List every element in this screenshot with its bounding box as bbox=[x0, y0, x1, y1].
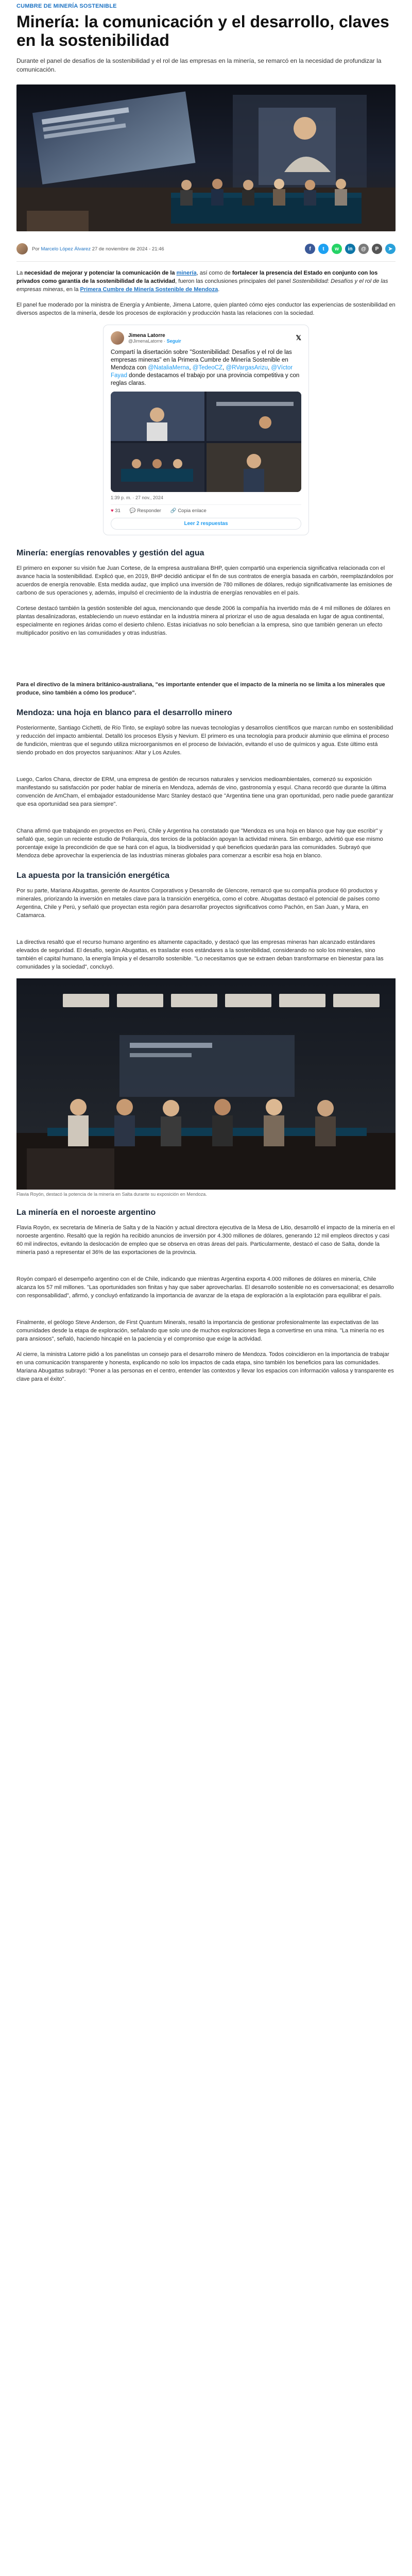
tweet-embed[interactable] bbox=[103, 325, 309, 535]
spacer bbox=[16, 927, 396, 938]
p1-text-e: , fueron las conclusiones principales del panel bbox=[175, 278, 293, 284]
tweet-mention-2[interactable]: @TedeoCZ bbox=[192, 365, 223, 371]
paragraph-14: Al cierre, la ministra Latorre pidió a los panelistas un consejo para el desarrollo minero de Mendoza. Todos coincidieron en la importancia de trabajar en una comunicación transparente y honesta, explicando no solo los impactos de cada etapa, sino también los beneficios para las comunidades. Mariana Abugattas subrayó: "Poner a las personas en el centro, entender las contextos y llevar los espacios con información valiosa y transparente es clave para el éxito". bbox=[16, 1351, 394, 1382]
ad-space bbox=[16, 645, 396, 681]
paragraph-intro bbox=[16, 269, 396, 294]
reply-icon: 💬 bbox=[129, 508, 136, 514]
tweet-mention-3[interactable]: @RVargasArizu bbox=[226, 365, 268, 371]
p1-text-a: La bbox=[16, 270, 25, 276]
tweet-text bbox=[111, 349, 301, 387]
author-avatar bbox=[16, 243, 28, 255]
cumbre-link[interactable]: Primera Cumbre de Minería Sostenible de Mendoza bbox=[80, 286, 218, 293]
twitter-icon[interactable]: t bbox=[318, 244, 329, 254]
tweet-mention-4[interactable]: @Víctor Fayad bbox=[111, 365, 293, 379]
panel-photo bbox=[16, 978, 396, 1190]
paragraph-6: Posteriormente, Santiago Cichetti, de Río Tinto, se explayó sobre las nuevas tecnologías y desarrollos científicos que marcan rumbo en sostenibilidad y reducción del impacto ambiental. Detalló los procesos Elysis y Nevium. El primero es una tecnología para producir aluminio que elimina el proceso de fundición, mientras que el segundo utiliza microorganismos en el proceso de lixiviación, evitando el uso de químicos y agua. Este último está siendo probado en dos proyectos sanjuaninos: Altar y Los Azules. bbox=[16, 725, 393, 756]
paragraph-13: Finalmente, el geólogo Steve Anderson, de First Quantum Minerals, resaltó la importancia de gestionar profesionalmente las expectativas de las comunidades desde la etapa de exploración, señalando que solo uno de muchos exploraciones llega a convertirse en una mina. "La minería no es para ansiosos", señaló, haciendo hincapié en la paciencia y el compromiso que exige la actividad. bbox=[16, 1319, 384, 1342]
print-icon[interactable]: P bbox=[372, 244, 382, 254]
tweet-timestamp[interactable]: 1:39 p. m. · 27 nov., 2024 bbox=[111, 495, 163, 500]
spacer bbox=[16, 1307, 396, 1318]
tweet-like[interactable] bbox=[111, 508, 121, 514]
section-heading-1: Minería: energías renovables y gestión del agua bbox=[16, 549, 204, 557]
tweet-text-e: donde destacamos el trabajo por una provincia competitiva y con reglas claras. bbox=[111, 372, 300, 386]
tweet-header bbox=[111, 331, 301, 345]
share-bar bbox=[305, 244, 396, 254]
paragraph-11: Flavia Royón, ex secretaria de Minería de Salta y de la Nación y actual directora ejecutiva de la Mesa de Litio, desarrolló el impacto de la minería en el noroeste argentino. Resaltó que la región ha recibido anuncios de inversión por 4.300 millones de dólares, generando 12 mil empleos directos y casi 60 mil indirectos, evitando la deslocación de empleo que se observa en otras áreas del país. Particularmente, destacó el caso de Salta, donde la minería pasó a representar el 36% de las exportaciones de la provincia. bbox=[16, 1225, 395, 1256]
tweet-follow-button[interactable]: Seguir bbox=[166, 338, 181, 344]
section-heading-2: Mendoza: una hoja en blanco para el desarrollo minero bbox=[16, 708, 232, 717]
linkedin-icon[interactable]: in bbox=[345, 244, 355, 254]
heart-icon: ♥ bbox=[111, 508, 114, 514]
p1-text-b: necesidad de mejorar y potenciar la comunicación de la bbox=[24, 270, 177, 276]
link-icon: 🔗 bbox=[170, 508, 177, 514]
tweet-text-b: , bbox=[189, 365, 193, 371]
p1-text-d: fortalecer la presencia del Estado en conjunto con los privados como garantía de la sostenibilidad de la actividad bbox=[16, 270, 378, 284]
byline-date: 27 de noviembre de 2024 - 21:46 bbox=[92, 246, 164, 252]
tweet-copy-label: Copia enlace bbox=[178, 508, 207, 514]
divider bbox=[16, 261, 396, 262]
tweet-mention-1[interactable]: @NataliaMerna bbox=[148, 365, 190, 371]
paragraph-3: El primero en exponer su visión fue Juan Cortese, de la empresa australiana BHP, quien compartió una experiencia significativa relacionada con el avance hacia la sostenibilidad. Explicó que, en 2019, BHP decidió anticipar el fin de sus contratos de energía basada en carbón, reemplazándolos por acuerdos de energía renovable. Esta medida audaz, que implicó una inversión de 780 millones de dólares, redujo significativamente las emisiones de carbono de sus operaciones y, además, impulsó el crecimiento de la industria de energías renovables en el país. bbox=[16, 565, 393, 596]
byline-text bbox=[32, 246, 164, 252]
tweet-reply-label: Responder bbox=[137, 508, 161, 514]
facebook-icon[interactable]: f bbox=[305, 244, 315, 254]
tweet-author-name[interactable]: Jimena Latorre bbox=[128, 332, 165, 338]
spacer bbox=[16, 816, 396, 827]
paragraph-5: Para el directivo de la minera británico-australiana, "es importante entender que el impacto de la minería no se limita a los minerales que produce, sino también a cómo los produce". bbox=[16, 682, 385, 696]
section-heading-3: La apuesta por la transición energética bbox=[16, 871, 169, 880]
tweet-read-replies-button[interactable]: Leer 2 respuestas bbox=[111, 518, 301, 530]
tweet-actions bbox=[111, 504, 301, 514]
article-kicker[interactable]: CUMBRE DE MINERÍA SOSTENIBLE bbox=[16, 3, 117, 9]
p1-text-g: , en la bbox=[63, 286, 80, 293]
tweet-avatar[interactable] bbox=[111, 331, 124, 345]
spacer bbox=[16, 764, 396, 775]
tweet-handle-line: @JimenaLatorre · Seguir bbox=[128, 338, 181, 344]
paragraph-4: Cortese destacó también la gestión sostenible del agua, mencionando que desde 2006 la compañía ha invertido más de 4 mil millones de dólares en plantas desalinizadoras, estableciendo un nuevo estándar en la industria minera al priorizar el uso de agua desalada en lugar de agua continental, especialmente en regiones áridas como el desierto chileno. Estas iniciativas no solo benefician a la empresa, sino que también generan un efecto multiplicador positivo en las comunidades y otras industrias. bbox=[16, 605, 390, 636]
paragraph-8: Chana afirmó que trabajando en proyectos en Perú, Chile y Argentina ha constatado que "Mendoza es una hoja en blanco que hay que escribir" y señaló que, según un reciente estudio de Poliarquía, dos tercios de la población apoyan la actividad minera. Sin embargo, advirtió que ese mismo porcentaje exige la precondición de que se hará con el agua, la biodiversidad y qué beneficios quedarán para las comunidades. Subrayó que Mendoza debe aprovechar la experiencia de las industrias mineras globales para comenzar a escribir esa hoja en blanco. bbox=[16, 828, 383, 859]
x-logo-icon[interactable]: 𝕏 bbox=[296, 334, 301, 342]
section-heading-4: La minería en el noroeste argentino bbox=[16, 1208, 156, 1217]
panel-photo-caption: Flavia Royón, destacó la potencia de la minería en Salta durante su exposición en Mendoza. bbox=[16, 1192, 207, 1197]
byline bbox=[16, 240, 396, 258]
whatsapp-icon[interactable]: w bbox=[332, 244, 342, 254]
paragraph-9: Por su parte, Mariana Abugattas, gerente de Asuntos Corporativos y Desarrollo de Glencore, remarcó que su compañía produce 60 productos y minerales, priorizando la inversión en metales clave para la transición energética, como el cobre. Abugattas destacó el potencial de países como Argentina, Chile y Perú, y señaló que proyectan esta región para desarrollar proyectos significativos como Pachón, en San Juan, y Mara, en Catamarca. bbox=[16, 888, 380, 919]
p1-text-h: . bbox=[218, 286, 220, 293]
tweet-media-grid[interactable] bbox=[111, 392, 301, 492]
paragraph-10: La directiva resaltó que el recurso humano argentino es altamente capacitado, y destacó que las empresas mineras han alcanzado estándares elevados de seguridad. El desafío, según Abugattas, es trasladar esos estándares a la sostenibilidad, considerando no solo los minerales, sino también el capital humano, la energía limpia y el desarrollo sostenible. "Lo necesitamos que se extraen deban transformarse en bienestar para las comunidades y la sociedad", concluyó. bbox=[16, 939, 384, 970]
article-lead: Durante el panel de desafíos de la sostenibilidad y el rol de las empresas en la minería, se remarcó en la necesidad de profundizar la comunicación. bbox=[16, 57, 382, 73]
spacer bbox=[16, 1264, 396, 1275]
paragraph-12: Royón comparó el desempeño argentino con el de Chile, indicando que mientras Argentina exporta 4.000 millones de dólares en minería, Chile alcanza los 57 mil millones. "Las oportunidades son finitas y hay que saber aprovecharlas. El desarrollo sostenible no es conversacional; es desarrollo con responsabilidad", afirmó, y concluyó enfatizando la importancia de avanzar de la etapa de exploración a la explotación para equilibrar el país. bbox=[16, 1276, 394, 1299]
paragraph-2: El panel fue moderado por la ministra de Energía y Ambiente, Jimena Latorre, quien planteó cómo ejes conductor las experiencias de sostenibilidad en diversos aspectos de la minería, desde los procesos de exploración y producción hasta las relaciones con la sociedad. bbox=[16, 302, 396, 316]
paragraph-7: Luego, Carlos Chana, director de ERM, una empresa de gestión de recursos naturales y servicios medioambientales, comenzó su exposición manifestando su satisfacción por poder hablar de minería en Mendoza, además de vino, gastronomía y esquí. Chana recordó que durante la última convención de AmCham, el embajador estadounidense Marc Stanley destacó que "Argentina tiene una gran oportunidad, pero nadie puede garantizar que esa oportunidad sea para siempre". bbox=[16, 776, 394, 807]
tweet-text-d: , bbox=[268, 365, 271, 371]
tweet-reply[interactable] bbox=[130, 508, 161, 514]
p1-text-c: , así como de bbox=[196, 270, 232, 276]
email-icon[interactable]: @ bbox=[358, 244, 369, 254]
mineria-link[interactable]: minería bbox=[176, 270, 197, 276]
byline-prefix: Por bbox=[32, 246, 40, 252]
tweet-like-count: 31 bbox=[115, 508, 121, 514]
tweet-text-c: , bbox=[222, 365, 226, 371]
article-title: Minería: la comunicación y el desarrollo, claves en la sostenibilidad bbox=[16, 12, 389, 49]
telegram-icon[interactable]: ➤ bbox=[385, 244, 396, 254]
tweet-text-a: Compartí la disertación sobre "Sostenibilidad: Desafíos y el rol de las empresas mineras" en la Primera Cumbre de Minería Sostenible en Mendoza con bbox=[111, 349, 292, 371]
p1-text-f: Sostenibilidad: Desafíos y el rol de las empresas mineras bbox=[16, 278, 388, 293]
tweet-copy-link[interactable] bbox=[170, 508, 207, 514]
hero-photo bbox=[16, 84, 396, 231]
tweet-handle[interactable]: @JimenaLatorre bbox=[128, 338, 163, 344]
author-link[interactable]: Marcelo López Álvarez bbox=[41, 246, 91, 252]
